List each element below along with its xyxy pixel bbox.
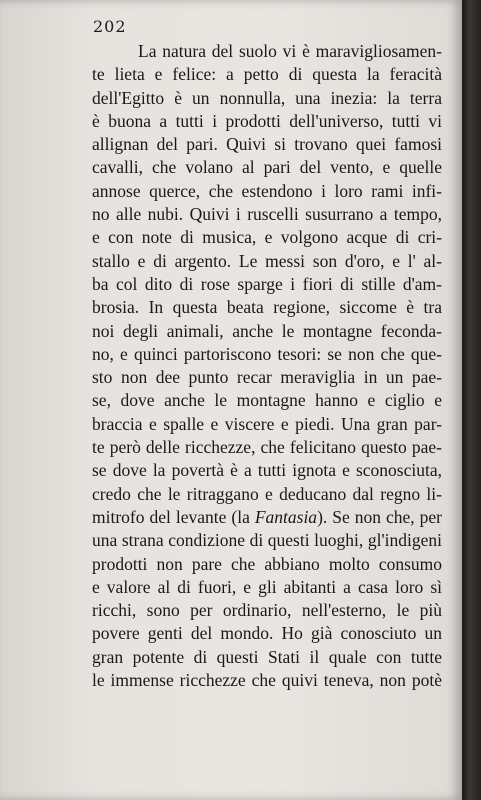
text-line: allignan del pari. Quivi si trovano quei famosi [92,134,442,155]
text-line: noi degli animali, anche le montagne feconda- [92,320,442,341]
text-line: e con note di musica, e volgono acque di cri- [92,227,442,248]
text-line: una strana condizione di questi luoghi, gl'indigeni [92,530,442,551]
text-line: La natura del suolo vi è maravigliosamen- [138,41,442,61]
text-line: sto non dee punto recar meraviglia in un pae- [92,367,442,388]
text-line: gran potente di questi Stati il quale con tutte [92,646,442,667]
text-line: credo che le ritraggano e deducano dal regno li- [92,483,442,504]
italic-word: Fantasia [254,506,318,527]
text-line: dell'Egitto è un nonnulla, una inezia: la terra [92,87,442,108]
text-line-with-italic [92,506,442,529]
book-gutter [462,0,481,800]
text-line: no, e quinci partoriscono tesori: se non che que- [92,343,442,364]
text-line: ba col dito di rose sparge i fiori di stille d'am- [92,273,442,294]
text-line: se dove la povertà è a tutti ignota e sconosciuta, [92,460,442,481]
text-line: prodotti non pare che abbiano molto consumo [92,553,442,574]
text-line: le immense ricchezze che quivi teneva, non potè [92,670,442,691]
text-line: cavalli, che volano al pari del vento, e quelle [92,157,442,178]
text-line: stallo e di argento. Le messi son d'oro, e l' al- [92,250,442,271]
text-line: braccia e spalle e viscere e piedi. Una gran par- [92,413,442,434]
text-segment: ). Se non che, per [317,506,442,527]
page-number: 202 [93,17,127,36]
text-line: se, dove anche le montagne hanno e ciglio e [92,390,442,411]
text-line: e valore al di fuori, e gli abitanti a casa loro sì [92,576,442,597]
text-line: te però delle ricchezze, che felicitano questo pae- [92,437,442,458]
text-line: no alle nubi. Quivi i ruscelli susurrano a tempo, [92,204,442,225]
text-line: povere genti del mondo. Ho già conosciuto un [92,623,442,644]
text-line: te lieta e felice: a petto di questa la feracità [92,64,442,85]
body-text [92,40,442,692]
text-line: annose querce, che estendono i loro rami infi- [92,180,442,201]
text-line: brosia. In questa beata regione, siccome è tra [92,297,442,318]
text-segment: mitrofo del levante (la [92,506,255,527]
text-line: è buona a tutti i prodotti dell'universo, tutti vi [92,110,442,131]
text-line: ricchi, sono per ordinario, nell'esterno, le più [92,600,442,621]
